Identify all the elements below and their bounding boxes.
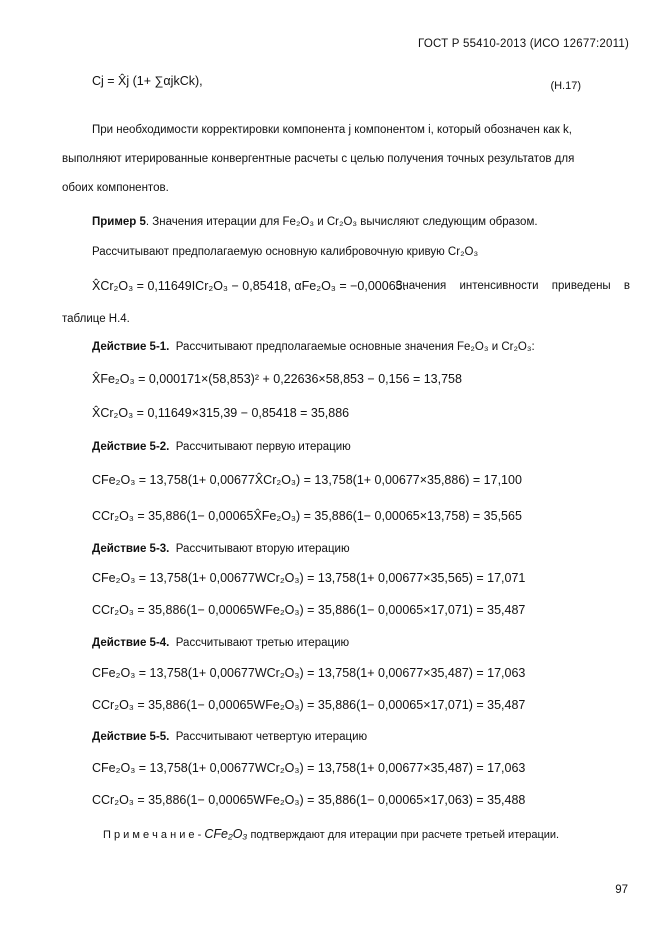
step-label: Действие 5-3. xyxy=(92,543,170,555)
step-5-5 xyxy=(92,731,367,743)
note-text: подтверждают для итерации при расчете третьей итерации. xyxy=(250,829,560,841)
step-5-4 xyxy=(92,637,349,649)
calibration-tail: Значения интенсивности приведены в xyxy=(395,280,630,292)
example-label: Пример 5 xyxy=(92,216,146,228)
step-5-2 xyxy=(92,441,351,453)
page-number: 97 xyxy=(615,884,628,896)
step-label: Действие 5-4. xyxy=(92,637,170,649)
step-5-1-formula-fe: X̂Fe₂O₃ = 0,000171×(58,853)² + 0,22636×58,853 − 0,156 = 13,758 xyxy=(92,372,462,386)
paragraph-line: выполняют итерированные конвергентные расчеты с целью получения точных результатов для xyxy=(62,153,575,165)
step-5-5-formula-cr: CCr₂O₃ = 35,886(1− 0,00065WFe₂O₃) = 35,886(1− 0,00065×17,063) = 35,488 xyxy=(92,793,526,807)
calibration-text: Рассчитывают предполагаемую основную калибровочную кривую Cr₂O₃ xyxy=(92,246,479,258)
step-5-3-formula-fe: CFe₂O₃ = 13,758(1+ 0,00677WCr₂O₃) = 13,758(1+ 0,00677×35,565) = 17,071 xyxy=(92,571,526,585)
step-5-3-formula-cr: CCr₂O₃ = 35,886(1− 0,00065WFe₂O₃) = 35,886(1− 0,00065×17,071) = 35,487 xyxy=(92,603,526,617)
step-label: Действие 5-1. xyxy=(92,341,170,353)
step-5-1-formula-cr: X̂Cr₂O₃ = 0,11649×315,39 − 0,85418 = 35,886 xyxy=(92,406,350,420)
equation-h17: Cj = X̂j (1+ ∑αjkCk), xyxy=(92,74,203,88)
step-5-4-formula-cr: CCr₂O₃ = 35,886(1− 0,00065WFe₂O₃) = 35,886(1− 0,00065×17,071) = 35,487 xyxy=(92,698,526,712)
step-5-1 xyxy=(92,341,535,353)
step-5-2-formula-cr: CCr₂O₃ = 35,886(1− 0,00065X̂Fe₂O₃) = 35,886(1− 0,00065×13,758) = 35,565 xyxy=(92,509,522,523)
note-label: П р и м е ч а н и е - xyxy=(103,829,202,841)
note xyxy=(103,827,559,841)
step-text: Рассчитывают первую итерацию xyxy=(175,441,351,453)
step-text: Рассчитывают предполагаемые основные значения Fe₂O₃ и Cr₂O₃: xyxy=(175,341,535,353)
step-text: Рассчитывают четвертую итерацию xyxy=(175,731,368,743)
step-5-3 xyxy=(92,543,350,555)
paragraph-correction xyxy=(62,116,630,203)
step-text: Рассчитывают третью итерацию xyxy=(175,637,350,649)
paragraph-line: При необходимости корректировки компонента j компонентом i, который обозначен как k, xyxy=(92,124,572,136)
note-symbol: CFe₂O₃ xyxy=(204,827,248,841)
document-header: ГОСТ Р 55410-2013 (ИСО 12677:2011) xyxy=(418,38,629,50)
step-label: Действие 5-2. xyxy=(92,441,170,453)
step-text: Рассчитывают вторую итерацию xyxy=(175,543,350,555)
calibration-formula: X̂Cr₂O₃ = 0,11649ICr₂O₃ − 0,85418, αFe₂O₃ = −0,00065. xyxy=(92,279,407,293)
step-5-5-formula-fe: CFe₂O₃ = 13,758(1+ 0,00677WCr₂O₃) = 13,758(1+ 0,00677×35,487) = 17,063 xyxy=(92,761,526,775)
example-heading xyxy=(92,216,538,228)
step-label: Действие 5-5. xyxy=(92,731,170,743)
calibration-tail-line2: таблице Н.4. xyxy=(62,313,130,325)
equation-number: (Н.17) xyxy=(550,80,581,92)
step-5-2-formula-fe: CFe₂O₃ = 13,758(1+ 0,00677X̂Cr₂O₃) = 13,758(1+ 0,00677×35,886) = 17,100 xyxy=(92,473,522,487)
paragraph-line: обоих компонентов. xyxy=(62,182,169,194)
example-text: . Значения итерации для Fe₂O₃ и Cr₂O₃ вычисляют следующим образом. xyxy=(145,216,538,228)
step-5-4-formula-fe: CFe₂O₃ = 13,758(1+ 0,00677WCr₂O₃) = 13,758(1+ 0,00677×35,487) = 17,063 xyxy=(92,666,526,680)
